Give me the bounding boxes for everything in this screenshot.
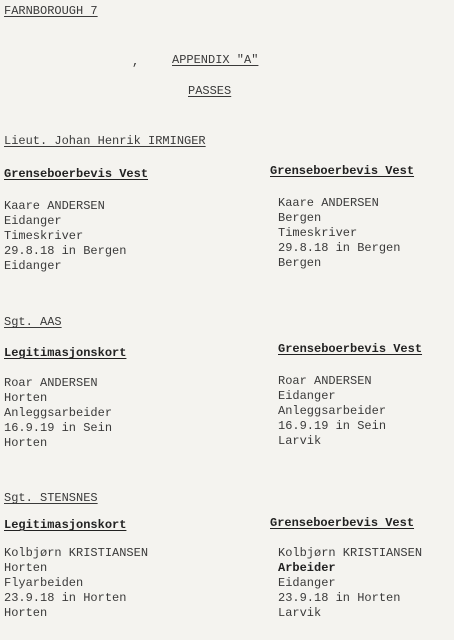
left-pass-line: Kolbjørn KRISTIANSEN (4, 546, 149, 560)
right-pass-line: Roar ANDERSEN (278, 374, 372, 388)
right-pass-line: Bergen (278, 256, 322, 270)
right-pass-line: Anleggsarbeider (278, 404, 387, 418)
right-pass-line: Larvik (278, 434, 322, 448)
right-pass-line: Arbeider (278, 561, 336, 575)
right-pass-line: 23.9.18 in Horten (278, 591, 401, 605)
left-pass-line: Eidanger (4, 259, 62, 273)
left-pass-line: 23.9.18 in Horten (4, 591, 127, 605)
left-pass-line: Horten (4, 561, 48, 575)
right-pass-line: Kaare ANDERSEN (278, 196, 379, 210)
left-doc-type-1: Grenseboerbevis Vest (4, 167, 149, 181)
left-pass-details-1 (4, 199, 126, 274)
left-doc-type-3: Legitimasjonskort (4, 518, 127, 532)
left-pass-line: Roar ANDERSEN (4, 376, 98, 390)
right-pass-line: 16.9.19 in Sein (278, 419, 387, 433)
left-pass-line: Horten (4, 391, 48, 405)
left-pass-line: Flyarbeiden (4, 576, 84, 590)
person-heading-2: Sgt. AAS (4, 315, 62, 329)
right-pass-line: Kolbjørn KRISTIANSEN (278, 546, 423, 560)
right-pass-details-3 (278, 546, 422, 621)
right-pass-line: Eidanger (278, 576, 336, 590)
document-reference: FARNBOROUGH 7 (4, 4, 98, 18)
left-pass-line: Timeskriver (4, 229, 84, 243)
right-pass-line: Bergen (278, 211, 322, 225)
right-pass-line: Larvik (278, 606, 322, 620)
right-pass-details-2 (278, 374, 386, 449)
right-pass-details-1 (278, 196, 400, 271)
left-pass-line: 29.8.18 in Bergen (4, 244, 127, 258)
right-pass-line: 29.8.18 in Bergen (278, 241, 401, 255)
right-doc-type-1: Grenseboerbevis Vest (270, 164, 415, 178)
appendix-heading: APPENDIX "A" (172, 53, 259, 67)
right-doc-type-2: Grenseboerbevis Vest (278, 342, 423, 356)
left-pass-line: Horten (4, 436, 48, 450)
left-pass-line: Anleggsarbeider (4, 406, 113, 420)
person-heading-1: Lieut. Johan Henrik IRMINGER (4, 134, 206, 148)
left-pass-line: 16.9.19 in Sein (4, 421, 113, 435)
right-doc-type-3: Grenseboerbevis Vest (270, 516, 415, 530)
right-pass-line: Timeskriver (278, 226, 358, 240)
left-pass-details-3 (4, 546, 148, 621)
left-pass-details-2 (4, 376, 112, 451)
left-pass-line: Kaare ANDERSEN (4, 199, 105, 213)
person-heading-3: Sgt. STENSNES (4, 491, 98, 505)
stray-comma: , (132, 55, 140, 69)
right-pass-line: Eidanger (278, 389, 336, 403)
left-doc-type-2: Legitimasjonskort (4, 346, 127, 360)
left-pass-line: Horten (4, 606, 48, 620)
page-title: PASSES (188, 84, 232, 98)
left-pass-line: Eidanger (4, 214, 62, 228)
